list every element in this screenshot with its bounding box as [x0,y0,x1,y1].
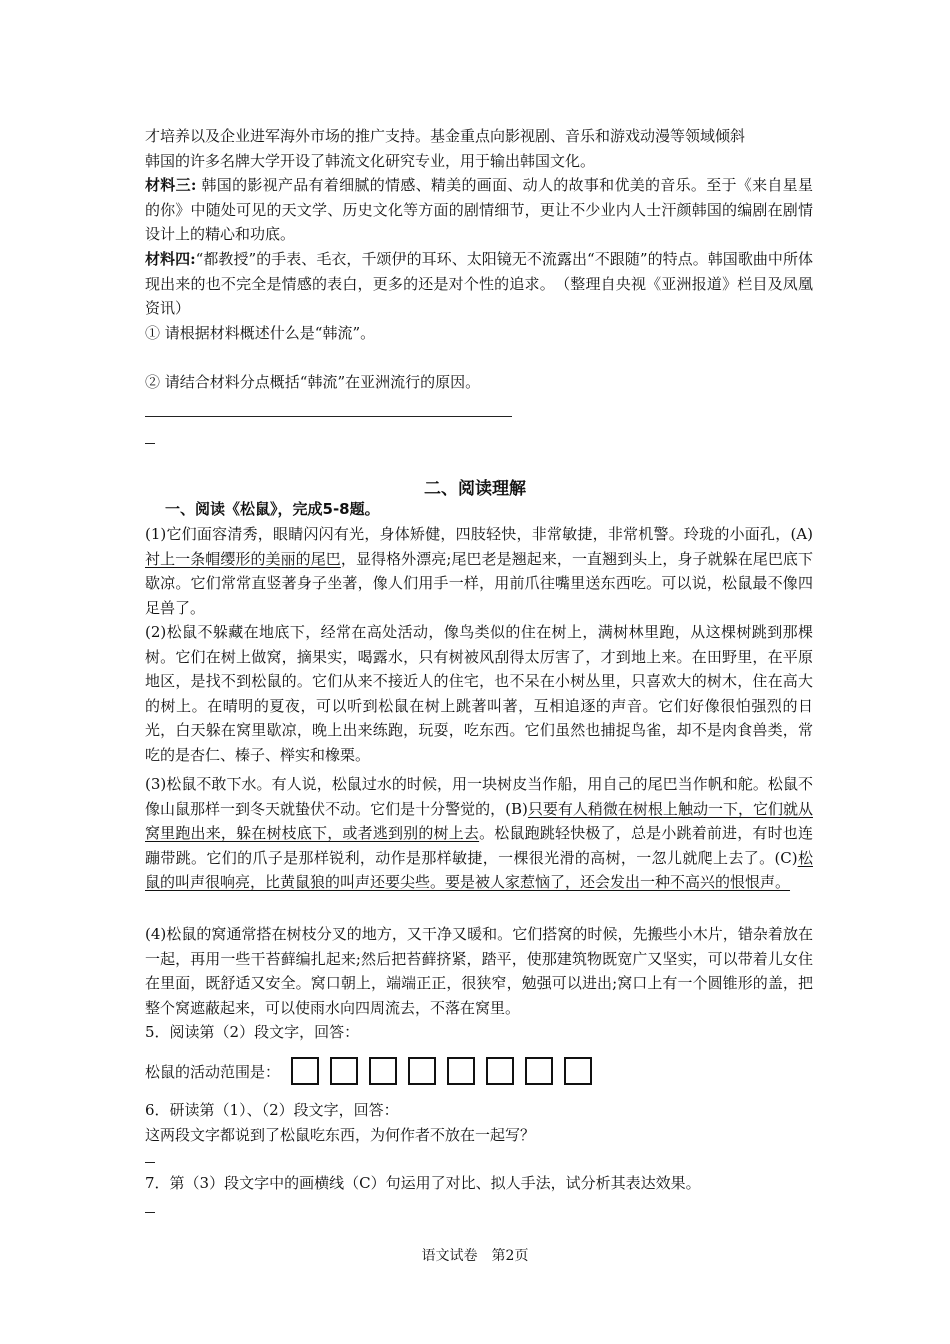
question-5-text: 5．阅读第（2）段文字，回答： [145,1023,360,1041]
answer-box[interactable] [369,1057,397,1085]
underlined-sentence-c: 松鼠的叫声很响亮，比黄鼠狼的叫声还要尖些。要是被人家惹恼了，还会发出一种不高兴的恨恨声。 [145,848,813,891]
passage-paragraph-4 [145,922,813,1020]
material-continuation-line1: 才培养以及企业进军海外市场的推广支持。基金重点向影视剧、音乐和游戏动漫等领域倾斜 [145,127,746,145]
question-6 [145,1098,813,1147]
answer-box[interactable] [564,1057,592,1085]
answer-box[interactable] [291,1057,319,1085]
question-two-text: ② 请结合材料分点概括“韩流”在亚洲流行的原因。 [145,373,481,391]
question-6-text-line2: 这两段文字都说到了松鼠吃东西，为何作者不放在一起写？ [145,1125,536,1144]
answer-line[interactable] [145,416,512,417]
passage-paragraph-3 [145,772,813,895]
material-four-label: 材料四: [145,250,196,268]
material-three-text: 韩国的影视产品有着细腻的情感、精美的画面、动人的故事和优美的音乐。至于《来自星星的你》中随处可见的天文学、历史文化等方面的剧情细节，更让不少业内人士汗颜韩国的编剧在剧情设计上的精心和功底。 [145,176,813,243]
material-three [145,173,813,247]
answer-blank-dash[interactable] [145,443,155,444]
question-5-prompt: 松鼠的活动范围是： [145,1062,281,1081]
paragraph-1-text-b: ，显得格外漂亮;尾巴老是翘起来，一直翘到头上，身子就躲在尾巴底下歇凉。它们常常直竖著身子坐著，像人们用手一样，用前爪往嘴里送东西吃。可以说，松鼠最不像四足兽了。 [145,549,813,617]
answer-box[interactable] [525,1057,553,1085]
section-title: 二、阅读理解 [424,479,526,499]
paragraph-3-text-b: 。松鼠跑跳轻快极了，总是小跳着前进，有时也连蹦带跳。它们的爪子是那样锐利，动作是那样敏捷，一棵很光滑的高树，一忽儿就爬上去了。(C) [145,824,813,867]
underlined-sentence-a: 衬上一条帽缨形的美丽的尾巴 [145,549,341,568]
answer-box[interactable] [447,1057,475,1085]
page-footer: 语文试卷 第2页 [421,1248,529,1264]
question-two [145,370,813,395]
answer-box[interactable] [486,1057,514,1085]
answer-box[interactable] [408,1057,436,1085]
question-7-text: 7．第（3）段文字中的画横线（C）句运用了对比、拟人手法，试分析其表达效果。 [145,1174,701,1192]
material-four [145,247,813,321]
answer-blank-dash[interactable] [145,1212,155,1213]
paragraph-2-text: (2)松鼠不躲藏在地底下，经常在高处活动，像鸟类似的住在树上，满树林里跑，从这棵树跳到那棵树。它们在树上做窝，摘果实，喝露水，只有树被风刮得太厉害了，才到地上来。在田野里，在平原地区，是找不到松鼠的。它们从来不接近人的住宅，也不呆在小树丛里，只喜欢大的树木，住在高大的树上。在晴明的夏夜，可以听到松鼠在树上跳著叫著，互相追逐的声音。它们好像很怕强烈的日光，白天躲在窝里歇凉，晚上出来练跑，玩耍，吃东西。它们虽然也捕捉鸟雀，却不是肉食兽类，常吃的是杏仁、榛子、榉实和橡栗。 [145,623,813,764]
answer-box[interactable] [330,1057,358,1085]
material-continuation [145,124,813,173]
subsection-title: 一、阅读《松鼠》，完成5-8题。 [165,500,380,518]
material-continuation-line2: 韩国的许多名牌大学开设了韩流文化研究专业，用于输出韩国文化。 [145,151,596,170]
underlined-sentence-b: 只要有人稍微在树根上触动一下，它们就从窝里跑出来，躲在树枝底下，或者逃到别的树上去 [145,799,813,842]
passage-paragraph-2 [145,620,813,767]
question-5-answer-row [145,1056,592,1086]
material-four-text: “都教授”的手表、毛衣，千颂伊的耳环、太阳镜无不流露出“不跟随”的特点。韩国歌曲中所体现出来的也不完全是情感的表白，更多的还是对个性的追求。 （整理自央视《亚洲报道》栏目及凤凰资讯） [145,250,813,317]
passage-paragraph-1 [145,522,813,620]
answer-blank-dash[interactable] [145,1162,155,1163]
question-7 [145,1171,813,1196]
question-5 [145,1020,813,1045]
material-three-label: 材料三: [145,176,197,194]
paragraph-4-text: (4)松鼠的窝通常搭在树枝分叉的地方，又干净又暖和。它们搭窝的时候，先搬些小木片，错杂着放在一起，再用一些干苔藓编扎起来;然后把苔藓挤紧，踏平，使那建筑物既宽广又坚实，可以带着儿女住在里面，既舒适又安全。窝口朝上，端端正正，很狭窄，勉强可以进出;窝口上有一个圆锥形的盖，把整个窝遮蔽起来，可以使雨水向四周流去，不落在窝里。 [145,925,813,1017]
paragraph-1-text-a: (1)它们面容清秀，眼睛闪闪有光，身体矫健，四肢轻快，非常敏捷，非常机警。玲珑的小面孔，(A) [145,525,813,543]
question-6-text-line1: 6．研读第（1）、（2）段文字，回答： [145,1101,399,1119]
question-one [145,321,813,346]
paragraph-3-text-a: (3)松鼠不敢下水。有人说，松鼠过水的时候，用一块树皮当作船，用自己的尾巴当作帆和舵。松鼠不像山鼠那样一到冬天就蛰伏不动。它们是十分警觉的，(B) [145,775,813,818]
question-one-text: ① 请根据材料概述什么是“韩流”。 [145,324,376,342]
